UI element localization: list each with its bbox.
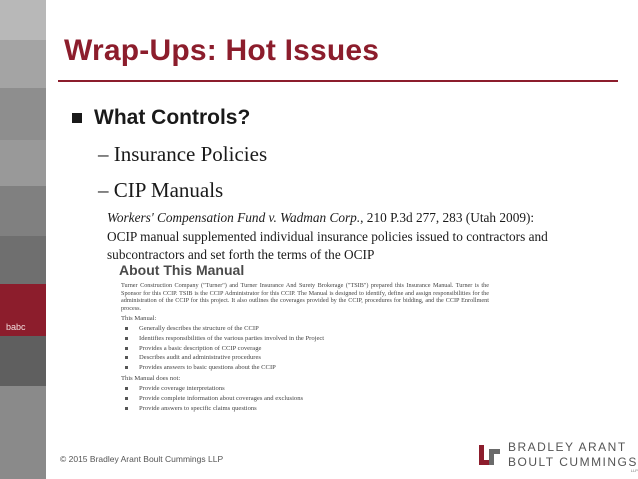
manual-heading: About This Manual: [119, 262, 245, 278]
footer-copyright: © 2015 Bradley Arant Boult Cummings LLP: [60, 454, 224, 464]
firm-logo-mark-icon: [478, 443, 502, 467]
sidebar-block: [0, 236, 46, 284]
sidebar-block: [0, 140, 46, 186]
slide-title: Wrap-Ups: Hot Issues: [64, 34, 380, 67]
manual-lead-does-not: This Manual does not:: [121, 375, 181, 383]
sub-item-insurance-policies: – Insurance Policies: [98, 142, 268, 166]
logo-suffix: LLP: [630, 468, 638, 473]
sidebar-block: [0, 88, 46, 140]
bullet-text: What Controls?: [94, 106, 251, 129]
list-item: Provides a basic description of CCIP coverage: [123, 344, 497, 354]
logo-line-2: BOULT CUMMINGS: [508, 455, 638, 469]
title-underline: [58, 80, 618, 82]
list-item: Identifies responsibilities of the various parties involved in the Project: [123, 334, 497, 344]
sidebar-color-bar: [0, 0, 46, 479]
firm-logo: [478, 440, 638, 473]
case-reference: , 210 P.3d 277, 283 (Utah 2009):: [360, 210, 535, 225]
sidebar-block: [0, 0, 46, 40]
list-item: Describes audit and administrative procedures: [123, 353, 497, 363]
sub-item-cip-manuals: – CIP Manuals: [98, 178, 224, 202]
sidebar-block: [0, 386, 46, 479]
sidebar-block: [0, 40, 46, 88]
firm-logo-text: [508, 440, 638, 473]
list-item: Generally describes the structure of the CCIP: [123, 324, 497, 334]
citation-text: OCIP manual supplemented individual insurance policies issued to contractors and subcontractors and set forth the terms of the OCIP: [107, 228, 548, 262]
manual-list-does-not: [123, 384, 497, 413]
sidebar-block: [0, 186, 46, 236]
list-item: Provide complete information about coverages and exclusions: [123, 394, 497, 404]
logo-line-1: BRADLEY ARANT: [508, 440, 627, 454]
bullet-item: [72, 106, 250, 130]
list-item: Provides answers to basic questions about the CCIP: [123, 363, 497, 373]
list-item: Provide coverage interpretations: [123, 384, 497, 394]
manual-list-does: [123, 324, 497, 372]
square-bullet-icon: [72, 113, 82, 123]
sidebar-block: [0, 336, 46, 386]
sidebar-label: babc: [6, 322, 26, 332]
manual-excerpt-image: [117, 262, 497, 444]
case-name: Workers' Compensation Fund v. Wadman Corp.: [107, 210, 361, 225]
case-citation: [107, 209, 607, 265]
list-item: Provide answers to specific claims questions: [123, 404, 497, 414]
manual-lead-does: This Manual:: [121, 315, 157, 323]
manual-paragraph: Turner Construction Company ("Turner") and Turner Insurance And Surety Brokerage ("TSIB") prepared this Insurance Manual. Turner is the Sponsor for this CCIP. TSIB is the CCIP Administrator for this CCIP. The Manual is designed to identify, define and assign responsibilities for the administration of the CCIP for this project. It also outlines the coverages provided by the CCIP, procedures for bidding, and the CCIP Enrollment process.: [121, 282, 489, 312]
